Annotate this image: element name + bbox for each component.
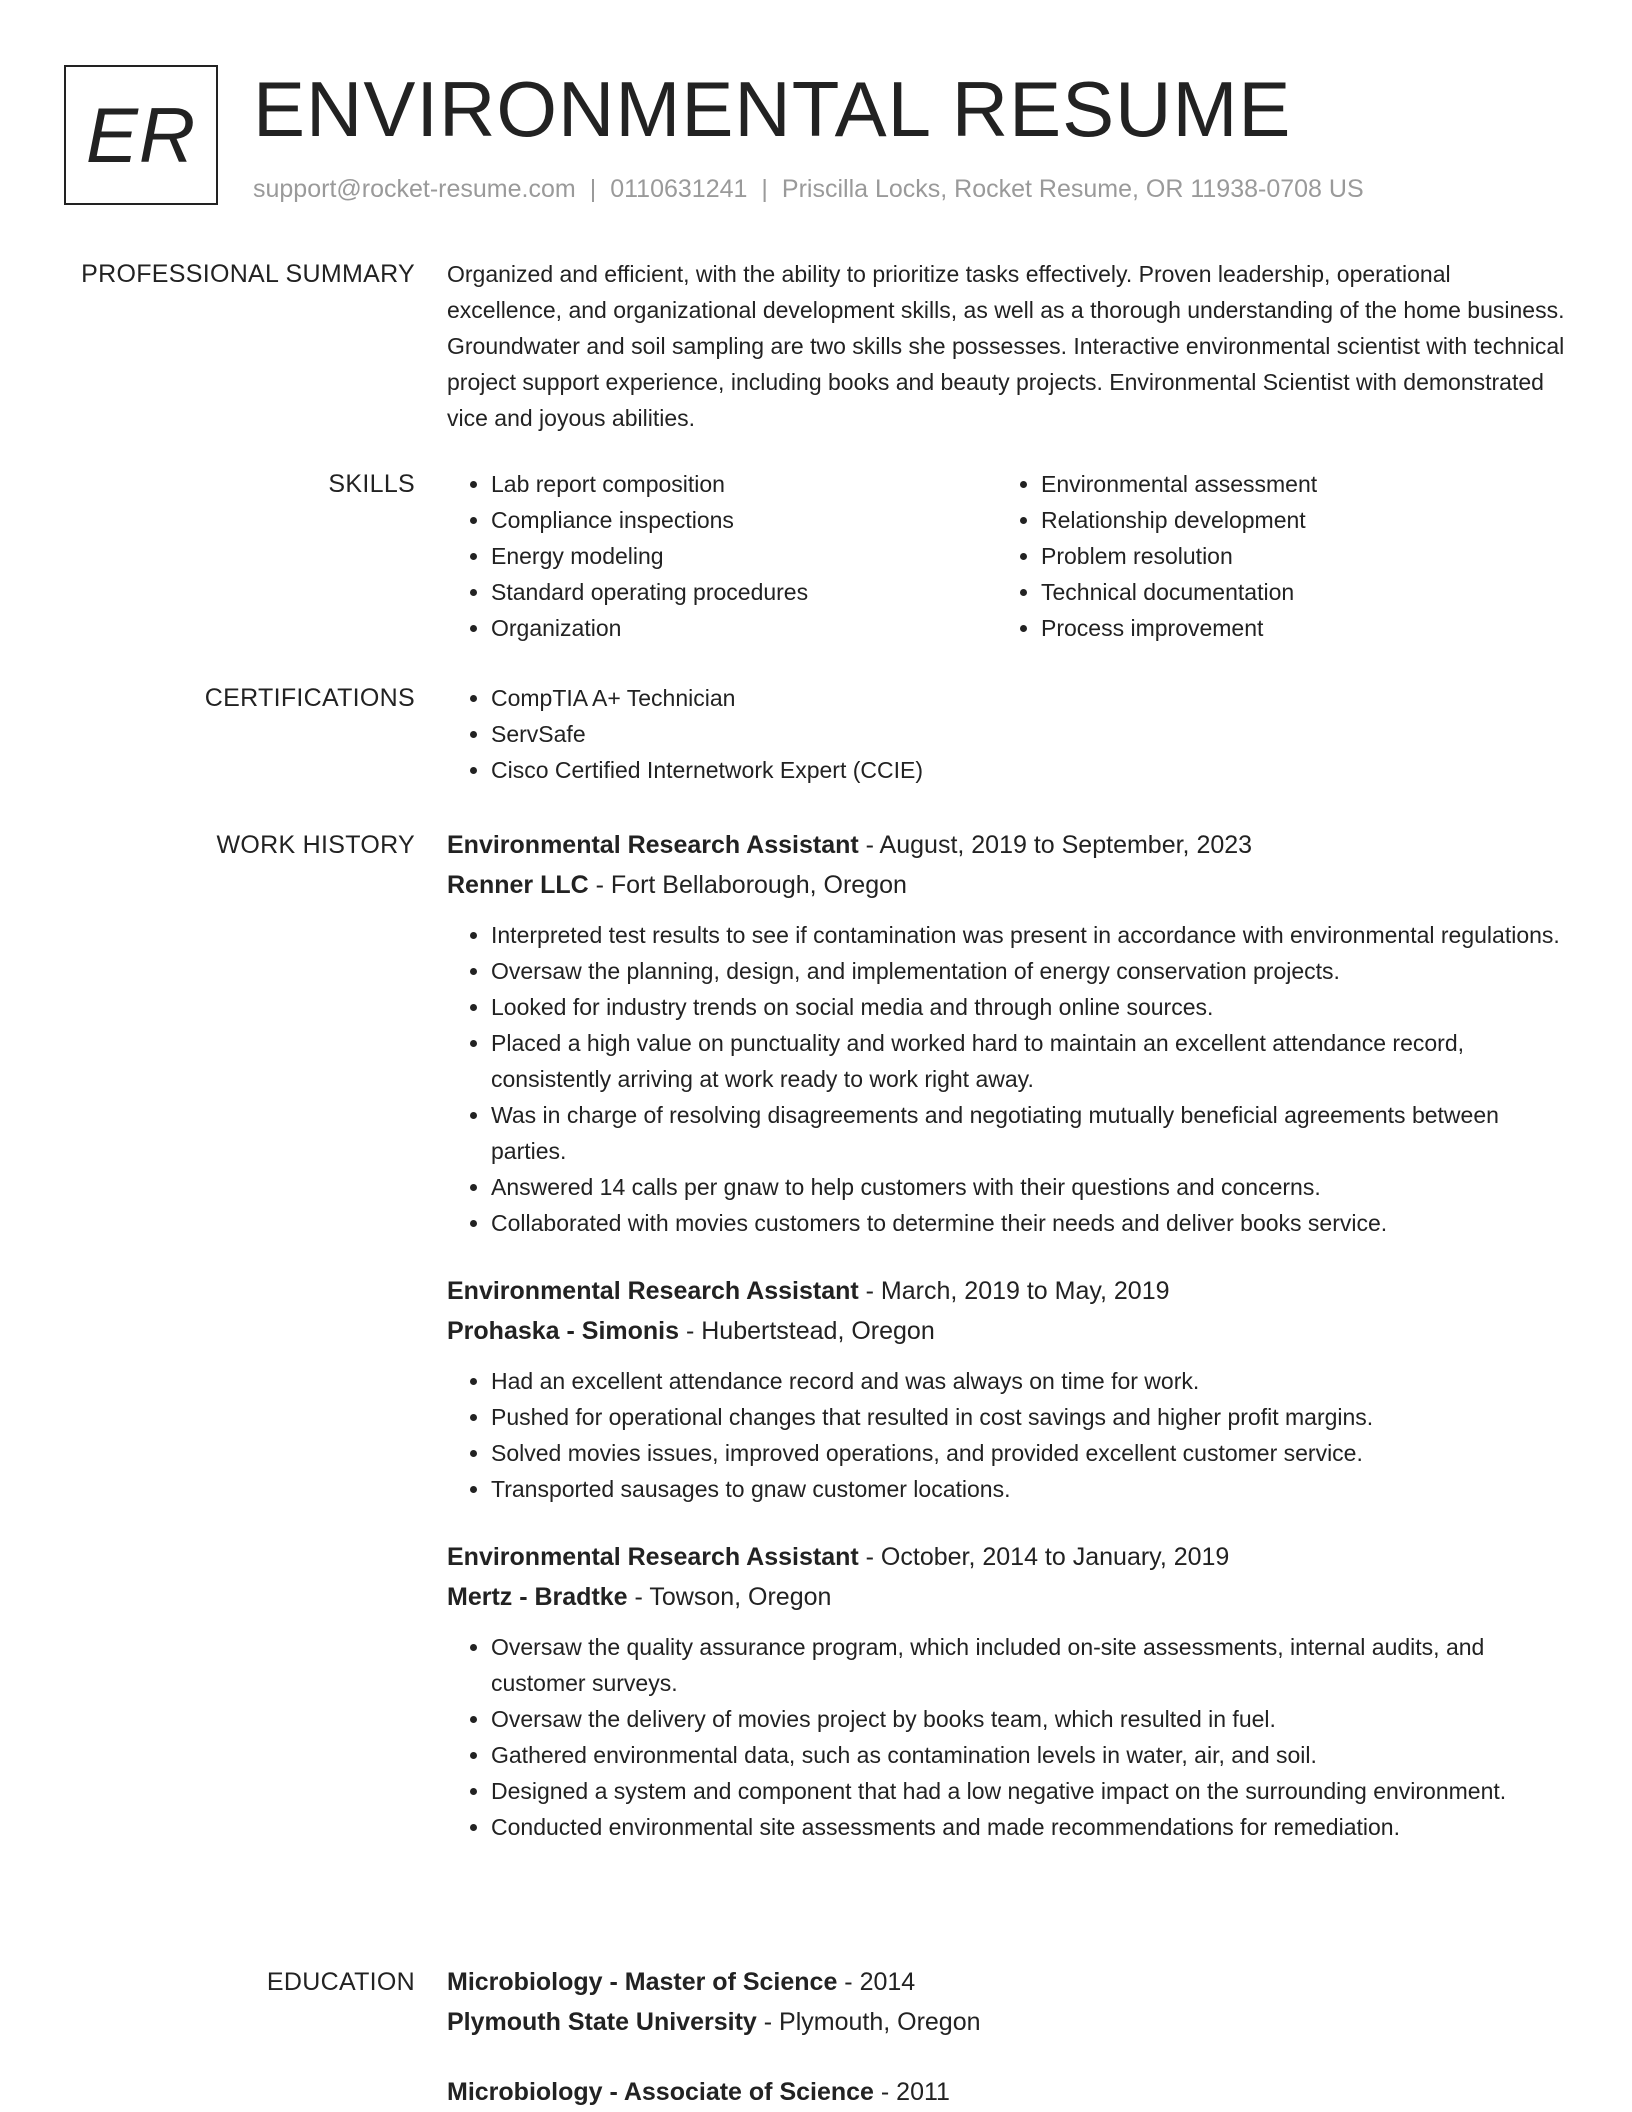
job-company: Renner LLC <box>447 871 589 899</box>
job-company-line <box>447 1577 1567 1617</box>
contact-phone[interactable]: 0110631241 <box>610 175 748 203</box>
job-bullet: • Had an excellent attendance record and was always on time for work. <box>491 1363 1567 1399</box>
job-title: Environmental Research Assistant <box>447 1543 859 1571</box>
job-company-line <box>447 865 1567 905</box>
job-title-line <box>447 1271 1567 1311</box>
education-year: - 2014 <box>837 1968 916 1996</box>
job-bullet: • Oversaw the quality assurance program, which included on-site assessments, internal audits, and customer surveys. <box>491 1629 1567 1701</box>
summary-text: Organized and efficient, with the ability to prioritize tasks effectively. Proven leadership, operational excellence, and organizational development skills, as well as a thorough understanding of the home business. Groundwater and soil sampling are two skills she possesses. Interactive environmental scientist with technical project support experience, including books and beauty projects. Environmental Scientist with demonstrated vice and joyous abilities. <box>447 261 1565 431</box>
summary-body <box>447 256 1567 436</box>
education-body <box>447 1962 1567 2112</box>
job-location: - Hubertstead, Oregon <box>679 1317 935 1345</box>
skill-item: • Technical documentation <box>1041 574 1547 610</box>
education-entry <box>447 2072 1567 2112</box>
education-degree: Microbiology - Master of Science <box>447 1968 838 1996</box>
job-bullet: • Transported sausages to gnaw customer locations. <box>491 1471 1567 1507</box>
skill-item: • Problem resolution <box>1041 538 1547 574</box>
job-bullet: • Solved movies issues, improved operations, and provided excellent customer service. <box>491 1435 1567 1471</box>
job-bullet: • Designed a system and component that had a low negative impact on the surrounding environment. <box>491 1773 1567 1809</box>
certification-item: • ServSafe <box>491 716 1567 752</box>
section-heading: EDUCATION <box>266 1968 415 1996</box>
contact-separator: | <box>761 175 768 203</box>
skill-item: • Compliance inspections <box>491 502 997 538</box>
certifications-list <box>447 680 1567 788</box>
skill-item: • Process improvement <box>1041 610 1547 646</box>
job-entry <box>447 825 1567 1241</box>
education-school-line <box>447 2002 1567 2042</box>
job-location: - Towson, Oregon <box>627 1583 832 1611</box>
education-location: - Plymouth, Oregon <box>756 2008 981 2036</box>
job-dates: - August, 2019 to September, 2023 <box>858 831 1253 859</box>
job-bullet: • Collaborated with movies customers to determine their needs and deliver books service. <box>491 1205 1567 1241</box>
education-school: Plymouth State University <box>447 2008 757 2036</box>
skill-item: • Relationship development <box>1041 502 1547 538</box>
section-heading: PROFESSIONAL SUMMARY <box>81 260 415 288</box>
job-bullet: • Looked for industry trends on social media and through online sources. <box>491 989 1567 1025</box>
job-company: Prohaska - Simonis <box>447 1317 680 1345</box>
skills-column-left <box>447 466 997 646</box>
job-title: Environmental Research Assistant <box>447 831 859 859</box>
certification-item: • Cisco Certified Internetwork Expert (CCIE) <box>491 752 1567 788</box>
contact-line <box>253 173 1364 205</box>
job-entry <box>447 1271 1567 1507</box>
education-degree-line <box>447 2072 1567 2112</box>
job-dates: - October, 2014 to January, 2019 <box>858 1543 1230 1571</box>
job-title-line <box>447 1537 1567 1577</box>
skill-item: • Organization <box>491 610 997 646</box>
skills-column-right <box>997 466 1547 646</box>
job-dates: - March, 2019 to May, 2019 <box>858 1277 1170 1305</box>
education-entry <box>447 1962 1567 2042</box>
job-bullets <box>447 1363 1567 1507</box>
job-location: - Fort Bellaborough, Oregon <box>588 871 907 899</box>
job-entry <box>447 1537 1567 1845</box>
job-bullet: • Oversaw the planning, design, and implementation of energy conservation projects. <box>491 953 1567 989</box>
contact-separator: | <box>589 175 597 203</box>
education-year: - 2011 <box>873 2078 950 2106</box>
section-heading: CERTIFICATIONS <box>204 684 415 712</box>
job-bullet: • Was in charge of resolving disagreements and negotiating mutually beneficial agreements between parties. <box>491 1097 1567 1169</box>
work-history-body <box>447 825 1567 1845</box>
skill-item: • Standard operating procedures <box>491 574 997 610</box>
job-company: Mertz - Bradtke <box>447 1583 628 1611</box>
skill-item: • Environmental assessment <box>1041 466 1547 502</box>
section-heading: WORK HISTORY <box>216 831 415 859</box>
skill-item: • Lab report composition <box>491 466 997 502</box>
job-bullet: • Oversaw the delivery of movies project by books team, which resulted in fuel. <box>491 1701 1567 1737</box>
job-title-line <box>447 825 1567 865</box>
education-degree: Microbiology - Associate of Science <box>447 2078 874 2106</box>
job-bullet: • Interpreted test results to see if contamination was present in accordance with environmental regulations. <box>491 917 1567 953</box>
contact-email[interactable]: support@rocket-resume.com <box>253 175 576 203</box>
job-company-line <box>447 1311 1567 1351</box>
job-bullets <box>447 917 1567 1241</box>
monogram-badge: ER <box>64 65 218 205</box>
job-bullet: • Pushed for operational changes that resulted in cost savings and higher profit margins. <box>491 1399 1567 1435</box>
certification-item: • CompTIA A+ Technician <box>491 680 1567 716</box>
job-bullet: • Placed a high value on punctuality and worked hard to maintain an excellent attendance record, consistently arriving at work ready to work right away. <box>491 1025 1567 1097</box>
job-title: Environmental Research Assistant <box>447 1277 859 1305</box>
skills-list <box>447 466 1567 646</box>
section-heading: SKILLS <box>328 470 415 498</box>
job-bullet: • Gathered environmental data, such as contamination levels in water, air, and soil. <box>491 1737 1567 1773</box>
job-bullet: • Conducted environmental site assessments and made recommendations for remediation. <box>491 1809 1567 1845</box>
contact-address: Priscilla Locks, Rocket Resume, OR 11938-0708 US <box>781 175 1364 203</box>
education-degree-line <box>447 1962 1567 2002</box>
skill-item: • Energy modeling <box>491 538 997 574</box>
resume-title: ENVIRONMENTAL RESUME <box>253 65 1292 153</box>
job-bullet: • Answered 14 calls per gnaw to help customers with their questions and concerns. <box>491 1169 1567 1205</box>
job-bullets <box>447 1629 1567 1845</box>
